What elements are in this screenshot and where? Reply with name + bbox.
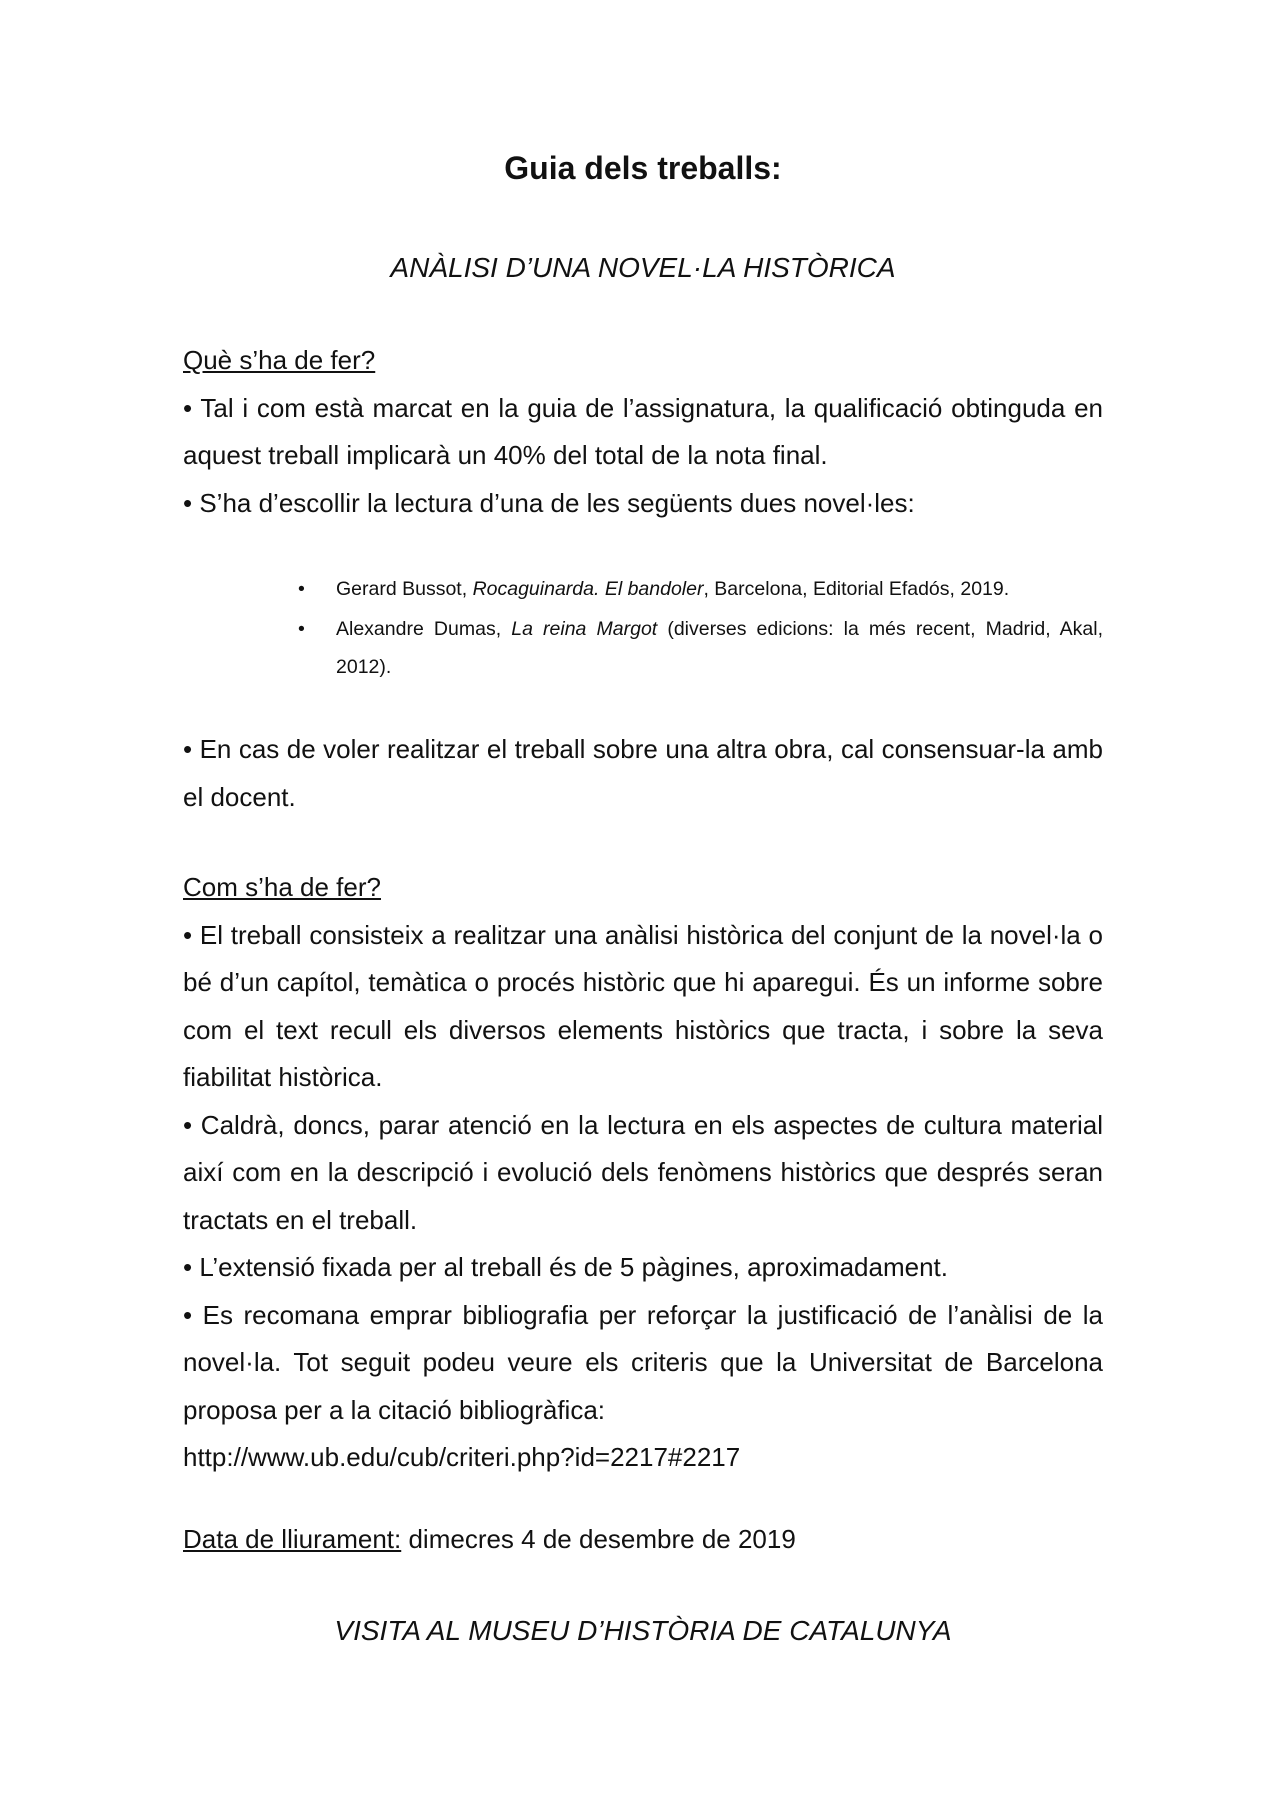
book-author: Gerard Bussot, xyxy=(336,578,473,600)
bullet-icon: • xyxy=(298,578,305,600)
book-title: La reina Margot xyxy=(511,618,658,640)
book-author: Alexandre Dumas, xyxy=(336,618,512,640)
paragraph-extension: • L’extensió fixada per al treball és de 5 pàgines, aproximadament. xyxy=(183,1252,949,1282)
list-item-book-bussot xyxy=(298,570,1103,608)
section-que-fer xyxy=(183,337,1103,527)
section-title-museum-visit: VISITA AL MUSEU D’HISTÒRIA DE CATALUNYA xyxy=(334,1615,952,1646)
delivery-date-label: Data de lliurament: xyxy=(183,1524,402,1554)
delivery-date-value: dimecres 4 de desembre de 2019 xyxy=(401,1524,796,1554)
paragraph-choose-novel: • S’ha d’escollir la lectura d’una de les següents dues novel·les: xyxy=(183,487,915,518)
paragraph-attention: • Caldrà, doncs, parar atenció en la lectura en els aspectes de cultura material així com en la descripció i evolució dels fenòmens històrics que després seran tractats en el treball. xyxy=(183,1109,1103,1235)
paragraph-other-work: • En cas de voler realitzar el treball sobre una altra obra, cal consensuar-la amb el docent. xyxy=(183,734,1103,812)
book-publication: , Barcelona, Editorial Efadós, 2019. xyxy=(703,578,1010,600)
section-title-novel-analysis: ANÀLISI D’UNA NOVEL·LA HISTÒRICA xyxy=(390,252,896,283)
page-title: Guia dels treballs: xyxy=(504,150,782,186)
citation-url-link[interactable]: http://www.ub.edu/cub/criteri.php?id=2217#2217 xyxy=(183,1442,741,1472)
paragraph-bibliography: • Es recomana emprar bibliografia per reforçar la justificació de l’anàlisi de la novel·la. Tot seguit podeu veure els criteris que la Universitat de Barcelona proposa per a la citació bibliogràfica: xyxy=(183,1299,1103,1425)
section-other-work xyxy=(183,726,1103,821)
section-com-fer xyxy=(183,864,1103,1482)
paragraph-analysis: • El treball consisteix a realitzar una anàlisi històrica del conjunt de la novel·la o bé d’un capítol, temàtica o procés històric que hi aparegui. És un informe sobre com el text recull els diversos elements històrics que tracta, i sobre la seva fiabilitat històrica. xyxy=(183,919,1103,1092)
heading-com-fer: Com s’ha de fer? xyxy=(183,872,381,902)
book-publication: (diverses edicions: la més recent, Madrid, Akal, 2012). xyxy=(336,618,1104,678)
bullet-icon: • xyxy=(298,618,305,640)
list-item-book-dumas xyxy=(298,610,1103,686)
book-title: Rocaguinarda. El bandoler xyxy=(472,578,704,600)
section-delivery-date xyxy=(183,1516,1103,1564)
heading-que-fer: Què s’ha de fer? xyxy=(183,345,376,375)
paragraph-qualification: • Tal i com està marcat en la guia de l’assignatura, la qualificació obtinguda en aquest treball implicarà un 40% del total de la nota final. xyxy=(183,392,1103,470)
book-list xyxy=(298,570,1103,688)
